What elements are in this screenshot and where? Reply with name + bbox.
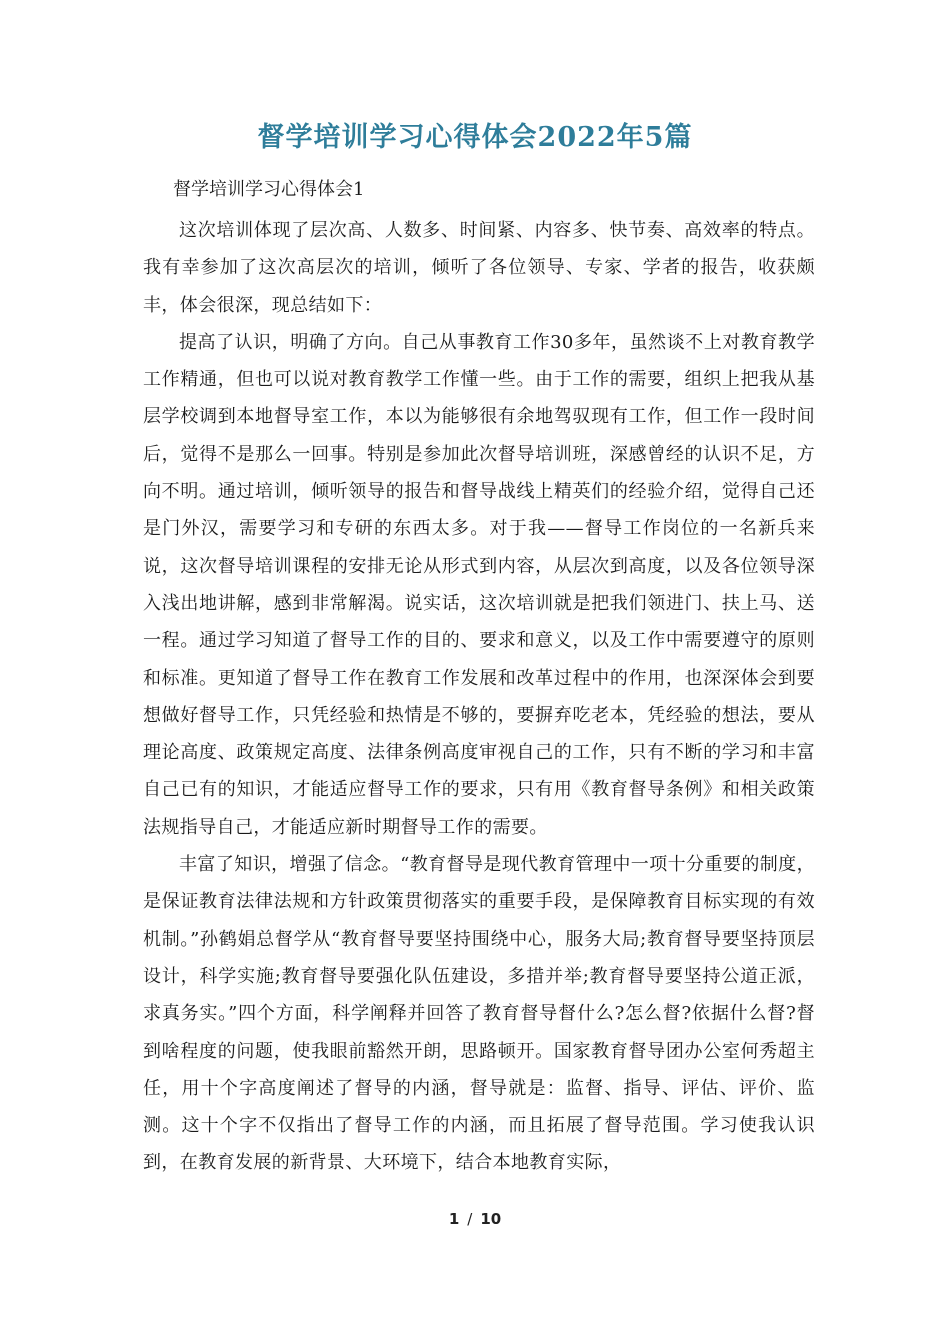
paragraph-awareness: 提高了认识，明确了方向。自己从事教育工作30多年，虽然谈不上对教育教学工作精通，但也可以说对教育教学工作懂一些。由于工作的需要，组织上把我从基层学校调到本地督导室工作，本以为能够很有余地驾驭现有工作，但工作一段时间后，觉得不是那么一回事。特别是参加此次督导培训班，深感曾经的认识不足，方向不明。通过培训，倾听领导的报告和督导战线上精英们的经验介绍，觉得自己还是门外汉，需要学习和专研的东西太多。对于我——督导工作岗位的一名新兵来说，这次督导培训课程的安排无论从形式到内容，从层次到高度，以及各位领导深入浅出地讲解，感到非常解渴。说实话，这次培训就是把我们领进门、扶上马、送一程。通过学习知道了督导工作的目的、要求和意义，以及工作中需要遵守的原则和标准。更知道了督导工作在教育工作发展和改革过程中的作用，也深深体会到要想做好督导工作，只凭经验和热情是不够的，要摒弃吃老本，凭经验的想法，要从理论高度、政策规定高度、法律条例高度审视自己的工作，只有不断的学习和丰富自己已有的知识，才能适应督导工作的要求，只有用《教育督导条例》和相关政策法规指导自己，才能适应新时期督导工作的需要。 [143, 331, 815, 838]
page-separator: / [467, 1210, 473, 1228]
section-heading: 督学培训学习心得体会1 [173, 179, 365, 200]
paragraph-knowledge: 丰富了知识，增强了信念。“教育督导是现代教育管理中一项十分重要的制度，是保证教育法律法规和方针政策贯彻落实的重要手段，是保障教育目标实现的有效机制。”孙鹤娟总督学从“教育督导要坚持围绕中心，服务大局;教育督导要坚持顶层设计，科学实施;教育督导要强化队伍建设，多措并举;教育督导要坚持公道正派，求真务实。”四个方面，科学阐释并回答了教育督导督什么?怎么督?依据什么督?督到啥程度的问题，使我眼前豁然开朗，思路顿开。国家教育督导团办公室何秀超主任，用十个字高度阐述了督导的内涵，督导就是：监督、指导、评估、评价、监测。这十个字不仅指出了督导工作的内涵，而且拓展了督导范围。学习使我认识到，在教育发展的新背景、大环境下，结合本地教育实际， [143, 854, 815, 1174]
total-pages: 10 [480, 1210, 502, 1228]
document-title: 督学培训学习心得体会2022年5篇 [257, 122, 693, 153]
document-body [143, 212, 815, 1182]
paragraph-intro: 这次培训体现了层次高、人数多、时间紧、内容多、快节奏、高效率的特点。我有幸参加了这次高层次的培训，倾听了各位领导、专家、学者的报告，收获颇丰，体会很深，现总结如下： [143, 220, 815, 316]
current-page: 1 [448, 1210, 460, 1228]
page-number [0, 1209, 950, 1229]
